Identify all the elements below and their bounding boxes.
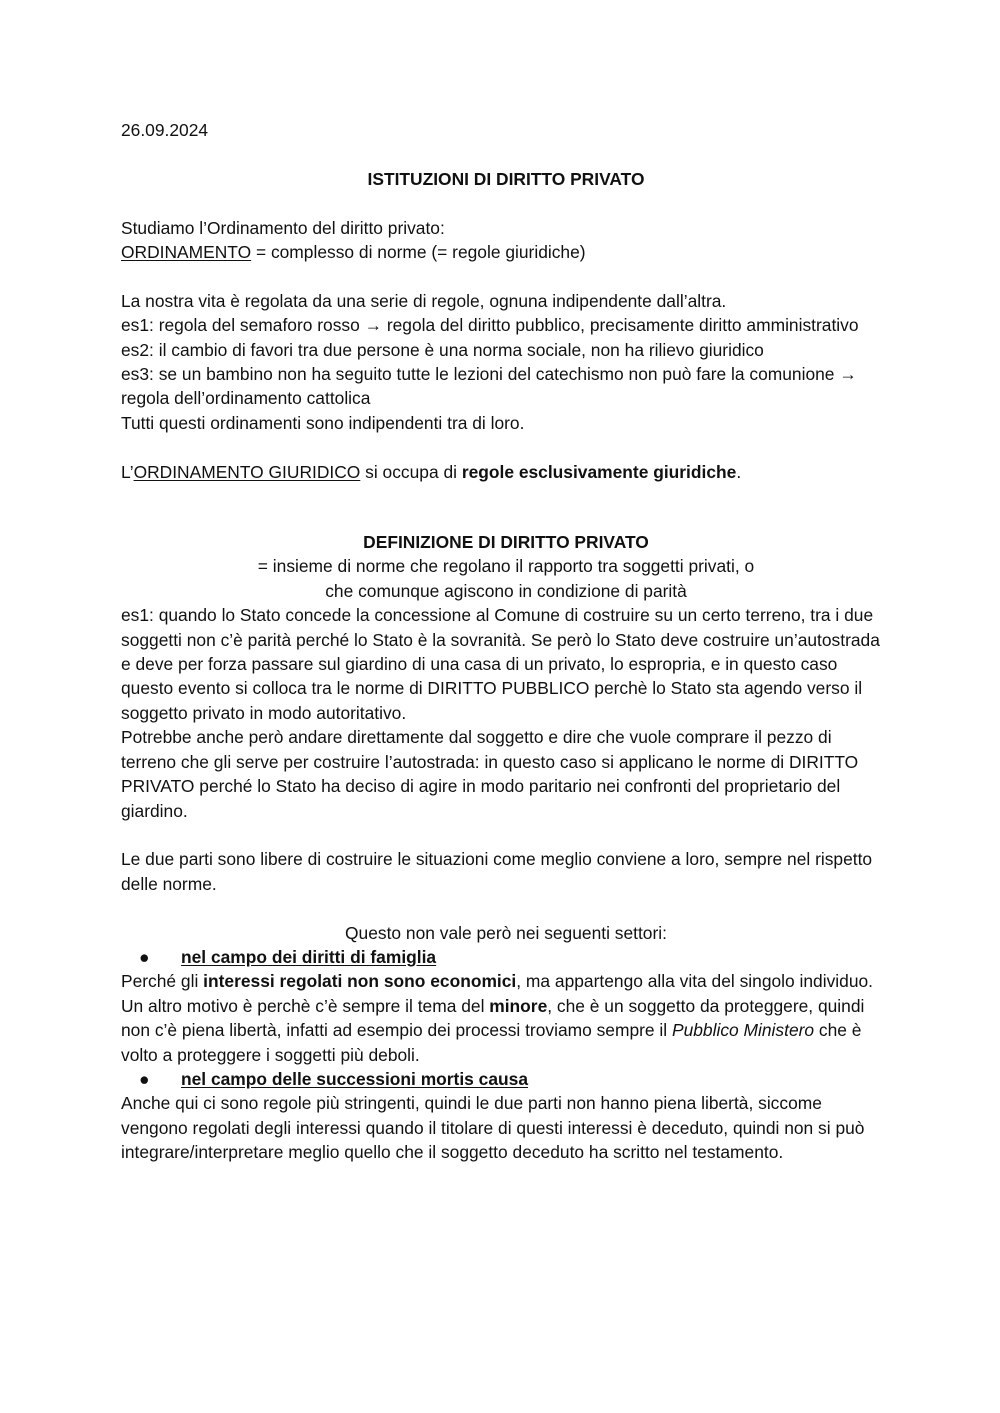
ordinamento-term-definition: = complesso di norme (= regole giuridiche): [251, 242, 586, 262]
definition-paragraph-2: Potrebbe anche però andare direttamente dal soggetto e dire che vuole comprare il pezzo di terreno che gli serve per costruire l’autostrada: in questo caso si applicano le norme di DIRITTO PRIVATO perché lo Stato ha deciso di agire in modo paritario nei confronti del proprietario del giardino.: [121, 727, 859, 821]
family-paragraph-2: [121, 994, 891, 1067]
ordinamento-giuridico-line: [121, 460, 891, 484]
rules-intro: La nostra vita è regolata da una serie di regole, ognuna indipendente dall’altra.: [121, 290, 727, 311]
family-title: nel campo dei diritti di famiglia: [181, 946, 437, 967]
page-title: ISTITUZIONI DI DIRITTO PRIVATO: [367, 168, 645, 189]
bullet-family: [121, 945, 891, 969]
succession-title: nel campo delle successioni mortis causa: [181, 1068, 528, 1089]
ordinamento-term: ORDINAMENTO: [121, 242, 252, 262]
bullet-dot-icon: ●: [139, 946, 150, 967]
succession-paragraph-1: Anche qui ci sono regole più stringenti, quindi le due parti non hanno piena libertà, siccome vengono regolati degli interessi quando il titolare di questi interessi è deceduto, quindi non si può integrare/interpretare meglio quello che il soggetto deceduto ha scritto nel testamento.: [121, 1093, 865, 1163]
giuridico-middle: si occupa di: [360, 461, 462, 482]
definition-line-1: = insieme di norme che regolano il rapporto tra soggetti privati, o: [257, 556, 755, 577]
giuridico-suffix: .: [736, 461, 742, 482]
exceptions-intro: Questo non vale però nei seguenti settori:: [345, 922, 667, 943]
family-p2-italic: Pubblico Ministero: [671, 1020, 815, 1041]
definition-paragraph-3: Le due parti sono libere di costruire le situazioni come meglio conviene a loro, sempre nel rispetto delle norme.: [121, 849, 873, 894]
giuridico-bold: regole esclusivamente giuridiche: [461, 461, 737, 482]
ordinamento-giuridico-term: ORDINAMENTO GIURIDICO: [133, 461, 361, 482]
family-p1-suffix: , ma appartengo alla vita del singolo individuo.: [516, 971, 874, 992]
family-p1-prefix: Perché gli: [121, 971, 204, 992]
rules-example-2: es2: il cambio di favori tra due persone è una norma sociale, non ha rilievo giuridico: [121, 339, 764, 360]
bullet-dot-icon: ●: [139, 1068, 150, 1089]
rules-example-1: es1: regola del semaforo rosso → regola del diritto pubblico, precisamente diritto amministrativo: [121, 315, 859, 336]
document-date: 26.09.2024: [121, 120, 209, 140]
definition-heading: DEFINIZIONE DI DIRITTO PRIVATO: [363, 532, 649, 553]
family-p1-bold: interessi regolati non sono economici: [203, 971, 517, 992]
document-page: [121, 118, 891, 1165]
intro-line: Studiamo l’Ordinamento del diritto privato:: [121, 217, 445, 238]
ordinamento-definition: [121, 240, 891, 264]
bullet-succession: [121, 1067, 891, 1091]
definition-line-2: che comunque agiscono in condizione di parità: [325, 580, 687, 601]
family-paragraph-1: [121, 969, 891, 993]
family-p2-middle: , che è un soggetto da proteggere, quindi non c’è piena libertà, infatti ad esempio dei processi troviamo sempre il: [121, 995, 865, 1041]
definition-example-1: es1: quando lo Stato concede la concessione al Comune di costruire su un certo terreno, tra i due soggetti non c’è parità perché lo Stato è la sovranità. Se però lo Stato deve costruire un’autostrada e deve per forza passare sul giardino di una casa di un privato, lo espropria, e in questo caso questo evento si colloca tra le norme di DIRITTO PUBBLICO perchè lo Stato sta agendo verso il soggetto privato in modo autoritativo.: [121, 605, 880, 723]
family-p2-suffix: che è volto a proteggere i soggetti più deboli.: [121, 1020, 862, 1065]
family-p2-bold: minore: [489, 995, 548, 1016]
family-p2-prefix: Un altro motivo è perchè c’è sempre il tema del: [121, 995, 490, 1016]
giuridico-prefix: L’: [121, 461, 134, 482]
rules-closing: Tutti questi ordinamenti sono indipendenti tra di loro.: [121, 412, 525, 433]
rules-example-3: es3: se un bambino non ha seguito tutte le lezioni del catechismo non può fare la comunione → regola dell’ordinamento cattolica: [121, 364, 857, 409]
